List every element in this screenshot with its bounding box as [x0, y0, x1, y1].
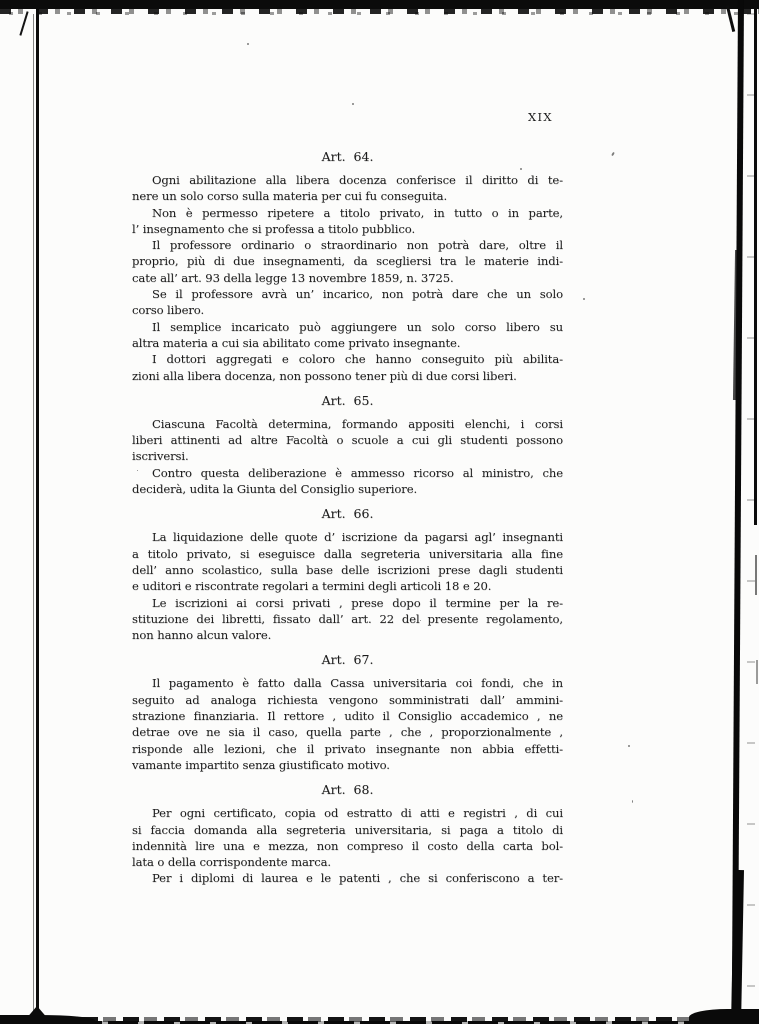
- text-line: proprio, più di due insegnamenti, da scegliersi tra le materie indi-: [132, 254, 563, 269]
- scan-edge-top-fuzz: [0, 9, 759, 14]
- text-line: Il semplice incaricato può aggiungere un solo corso libero su: [152, 319, 563, 334]
- text-line: Ciascuna Facoltà determina, formando appositi elenchi, i corsi: [152, 416, 563, 431]
- paragraph: [132, 319, 563, 352]
- text-line: Il professore ordinario o straordinario non potrà dare, oltre il: [152, 238, 563, 253]
- paragraph: [132, 172, 563, 205]
- text-line: e uditori e riscontrate regolari a termini degli articoli 18 e 20.: [132, 579, 492, 594]
- article-heading: Art. 67.: [321, 652, 374, 668]
- scan-right-edge-bottom: [731, 870, 744, 1024]
- text-line: strazione finanziaria. Il rettore , udito il Consiglio accademico , ne: [132, 709, 563, 724]
- paragraph: [132, 286, 563, 319]
- page-number: XIX: [528, 110, 553, 124]
- text-line: La liquidazione delle quote d’ iscrizione da pagarsi agl’ insegnanti: [152, 530, 563, 545]
- text-line: Le iscrizioni ai corsi privati , prese dopo il termine per la re-: [152, 595, 563, 610]
- text-line: si faccia domanda alla segreteria universitaria, si paga a titolo di: [132, 822, 563, 837]
- text-line: I dottori aggregati e coloro che hanno conseguito più abilita-: [152, 352, 563, 367]
- text-line: seguito ad analoga richiesta vengono somministrati dall’ ammini-: [132, 692, 563, 707]
- text-line: stituzione dei libretti, fissato dall’ art. 22 del presente regolamento,: [132, 611, 563, 626]
- scan-far-right-line: [754, 0, 757, 525]
- text-line: a titolo privato, si eseguisce dalla segreteria universitaria alla fine: [132, 546, 563, 561]
- paragraph: [132, 805, 563, 870]
- paragraph: [132, 416, 563, 465]
- text-line: risponde alle lezioni, che il privato insegnante non abbia effetti-: [132, 741, 563, 756]
- text-line: Per ogni certificato, copia od estratto di atti e registri , di cui: [152, 806, 563, 821]
- text-line: Il pagamento è fatto dalla Cassa universitaria coi fondi, che in: [152, 676, 563, 691]
- scan-spine-flare: [25, 1006, 49, 1020]
- text-line: Ogni abilitazione alla libera docenza conferisce il diritto di te-: [152, 173, 563, 187]
- text-line: cate all’ art. 93 della legge 13 novembre 1859, n. 3725.: [132, 270, 454, 285]
- text-line: lata o della corrispondente marca.: [132, 855, 332, 870]
- text-line: corso libero.: [132, 303, 205, 318]
- text-line: detrae ove ne sia il caso, quella parte , che , proporzionalmente ,: [132, 725, 563, 740]
- scan-right-speckle: [747, 0, 755, 1024]
- scan-spine-line: [36, 6, 39, 1024]
- article-heading: Art. 68.: [321, 782, 374, 798]
- ink-speck: [583, 298, 585, 300]
- scan-edge-bottom-dashes: [0, 1017, 759, 1022]
- text-line: Contro questa deliberazione è ammesso ricorso al ministro, che: [152, 465, 563, 480]
- scan-spine-line-thin: [33, 14, 34, 1024]
- text-line: deciderà, udita la Giunta del Consiglio superiore.: [132, 482, 418, 497]
- ink-speck: [628, 745, 630, 747]
- scan-right-smear: [733, 250, 738, 400]
- text-line: zioni alla libera docenza, non possono tener più di due corsi liberi.: [132, 368, 517, 383]
- scan-corner-bottom-right: [689, 1009, 759, 1024]
- text-line: non hanno alcun valore.: [132, 628, 272, 643]
- paragraph: [132, 465, 563, 498]
- scan-far-right-dash-2: [756, 660, 758, 684]
- text-line: Se il professore avrà un’ incarico, non potrà dare che un solo: [152, 287, 563, 302]
- text-line: altra materia a cui sia abilitato come privato insegnante.: [132, 335, 461, 350]
- scan-edge-top: [0, 0, 759, 9]
- text-line: vamante impartito senza giustificato motivo.: [132, 757, 390, 772]
- scan-slash-top-left: [19, 11, 28, 35]
- text-line: dell’ anno scolastico, sulla base delle iscrizioni prese dagli studenti: [132, 562, 563, 577]
- article-heading: Art. 64.: [321, 149, 374, 164]
- ink-speck: [247, 43, 249, 45]
- paragraph: [132, 205, 563, 238]
- ink-speck: [611, 152, 615, 156]
- ink-speck: [352, 103, 354, 105]
- scan-far-right-dash: [755, 555, 757, 595]
- ink-speck: [632, 800, 633, 803]
- paragraph: [132, 870, 563, 886]
- article-heading: Art. 65.: [321, 392, 374, 408]
- text-line: Per i diplomi di laurea e le patenti , che si conferiscono a ter-: [152, 871, 563, 886]
- text-block: [132, 149, 563, 887]
- paragraph: [132, 595, 563, 644]
- text-line: indennità lire una e mezza, non compreso il costo della carta bol-: [132, 838, 563, 853]
- article-heading: Art. 66.: [321, 506, 374, 522]
- scan-corner-bottom-left: [0, 1015, 95, 1024]
- scan-edge-top-fuzz2: [0, 12, 759, 15]
- paragraph: [132, 351, 563, 384]
- scan-mark-top-right: [726, 5, 735, 32]
- text-line: nere un solo corso sulla materia per cui fu conseguita.: [132, 189, 448, 204]
- paragraph: [132, 529, 563, 594]
- paragraph: [132, 675, 563, 773]
- text-line: l’ insegnamento che si professa a titolo pubblico.: [132, 221, 416, 236]
- text-line: liberi attinenti ad altre Facoltà o scuole a cui gli studenti possono: [132, 433, 563, 448]
- paragraph: [132, 237, 563, 286]
- text-line: Non è permesso ripetere a titolo privato, in tutto o in parte,: [152, 205, 563, 220]
- text-line: iscriversi.: [132, 449, 189, 464]
- scan-right-edge-line: [732, 0, 744, 1024]
